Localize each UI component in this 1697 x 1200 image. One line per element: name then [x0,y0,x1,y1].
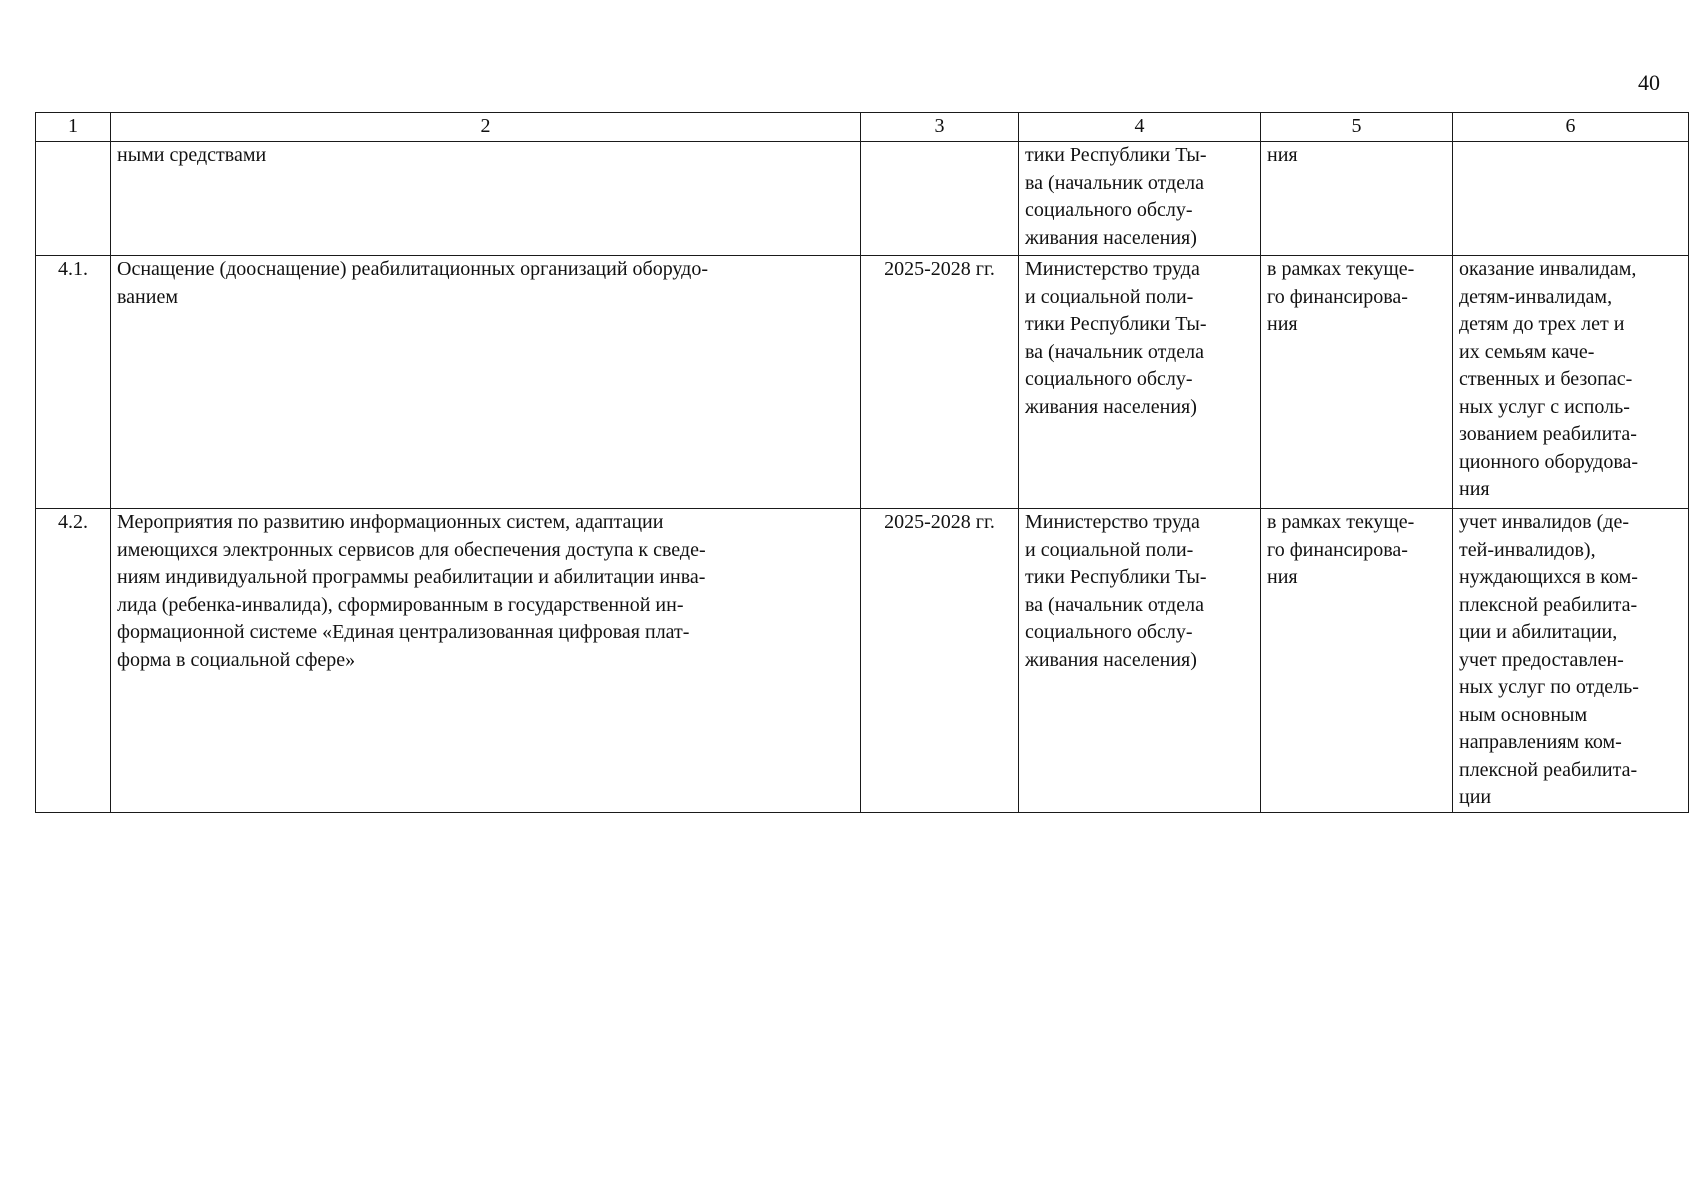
financing-cell: в рамках текуще- го финансирова- ния [1261,509,1453,813]
activity-cell: Мероприятия по развитию информационных систем, адаптации имеющихся электронных сервисов для обеспечения доступа к сведе- ниям индивидуальной программы реабилитации и абилитации инва- лида (ребенка-инвалида), сформированным в государственной ин- формационной системе «Единая централизованная цифровая плат- форма в социальной сфере» [111,509,861,813]
page-number: 40 [1638,70,1660,95]
column-number-2: 2 [111,113,861,142]
financing-cell: в рамках текуще- го финансирова- ния [1261,256,1453,509]
period-cell: 2025-2028 гг. [861,509,1019,813]
column-number-5: 5 [1261,113,1453,142]
row-number-cell [36,142,111,256]
table-header-row [36,113,1689,142]
measures-table [35,112,1689,813]
period-cell [861,142,1019,256]
column-number-3: 3 [861,113,1019,142]
responsible-cell: Министерство труда и социальной поли- тики Республики Ты- ва (начальник отдела социального обслу- живания населения) [1019,509,1261,813]
table-row [36,142,1689,256]
period-cell: 2025-2028 гг. [861,256,1019,509]
responsible-cell: тики Республики Ты- ва (начальник отдела социального обслу- живания населения) [1019,142,1261,256]
column-number-1: 1 [36,113,111,142]
column-number-4: 4 [1019,113,1261,142]
result-cell: оказание инвалидам, детям-инвалидам, детям до трех лет и их семьям каче- ственных и безопас- ных услуг с исполь- зованием реабилита- ционного оборудова- ния [1453,256,1689,509]
table-row [36,509,1689,813]
result-cell: учет инвалидов (де- тей-инвалидов), нуждающихся в ком- плексной реабилита- ции и абилитации, учет предоставлен- ных услуг по отдель- ным основным направлениям ком- плексной реабилита- ции [1453,509,1689,813]
activity-cell: Оснащение (дооснащение) реабилитационных организаций оборудо- ванием [111,256,861,509]
activity-cell: ными средствами [111,142,861,256]
row-number-cell: 4.1. [36,256,111,509]
responsible-cell: Министерство труда и социальной поли- тики Республики Ты- ва (начальник отдела социального обслу- живания населения) [1019,256,1261,509]
column-number-6: 6 [1453,113,1689,142]
table-row [36,256,1689,509]
financing-cell: ния [1261,142,1453,256]
row-number-cell: 4.2. [36,509,111,813]
result-cell [1453,142,1689,256]
